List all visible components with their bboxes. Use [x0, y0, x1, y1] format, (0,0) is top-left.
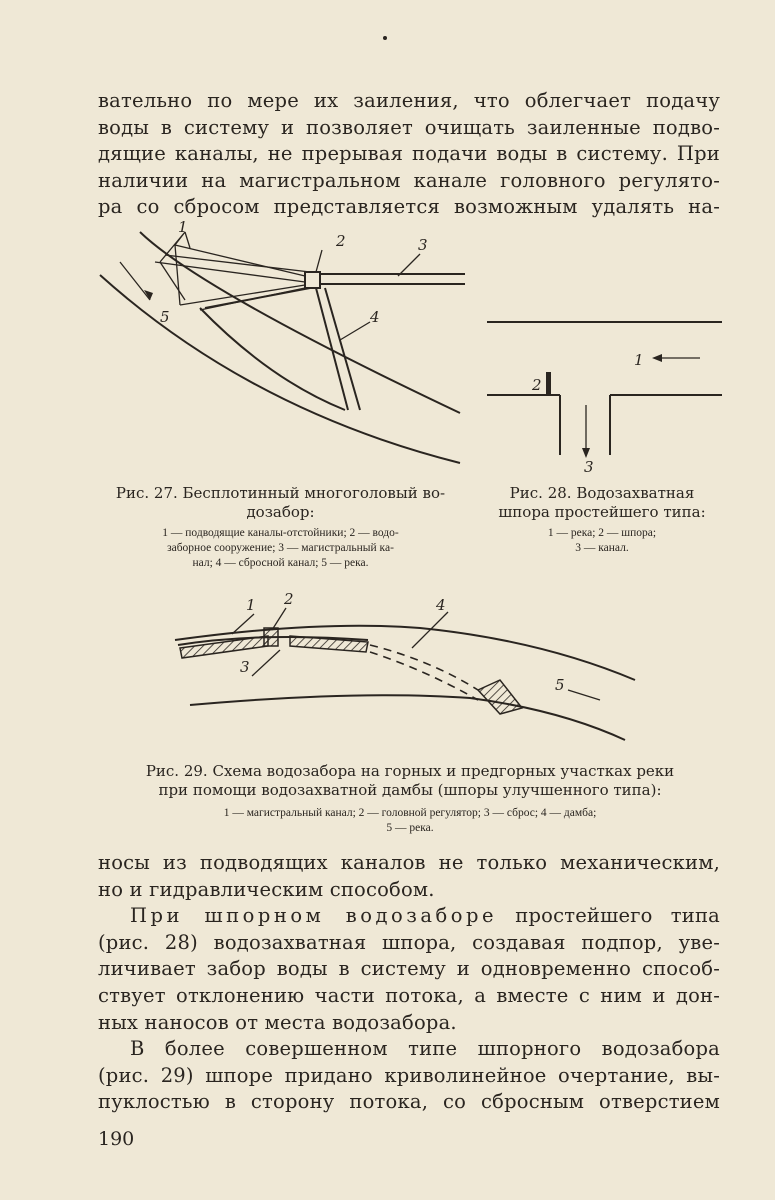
- text-line: При шпорном водозаборе простейшего типа: [130, 904, 720, 928]
- text-line: дящие каналы, не прерывая подачи воды в систему. При: [98, 142, 720, 166]
- text-line: ра со сбросом представляется возможным удалять на-: [98, 195, 720, 219]
- fig29-label-4: 4: [436, 596, 446, 614]
- text-line: (рис. 29) шпоре придано криволинейное очертание, вы-: [98, 1063, 720, 1087]
- fig28-label-3: 3: [584, 458, 594, 476]
- fig27-label-5: 5: [160, 308, 170, 326]
- spaced-emphasis: При шпорном водозаборе: [130, 904, 498, 928]
- fig29-caption: Рис. 29. Схема водозабора на горных и предгорных участках реки при помощи водозахватной дамбы (шпоры улучшенного типа):: [145, 762, 675, 799]
- text-line: но и гидравлическим способом.: [98, 877, 435, 901]
- fig27-legend: 1 — подводящие каналы-отстойники; 2 — водо- заборное сооружение; 3 — магистральный ка- нал; 4 — сбросной канал; 5 — река.: [162, 527, 399, 569]
- text-line: личивает забор воды в систему и одновременно способ-: [98, 957, 720, 981]
- fig29-label-2: 2: [284, 590, 294, 608]
- text-line: вательно по мере их заиления, что облегчает подачу: [98, 89, 720, 112]
- fig29-label-1: 1: [246, 596, 256, 614]
- text-line: ствует отклонению части потока, а вместе с ним и дон-: [98, 983, 720, 1007]
- fig28-label-2: 2: [532, 376, 542, 394]
- fig27-label-3: 3: [418, 236, 428, 254]
- page-number: 190: [98, 1128, 135, 1150]
- fig28-label-1: 1: [634, 351, 644, 369]
- fig28-legend: 1 — река; 2 — шпора; 3 — канал.: [547, 527, 657, 554]
- fig27-label-4: 4: [370, 308, 380, 326]
- dam-right: [478, 680, 522, 714]
- text-line: наличии на магистральном канале головного регулято-: [98, 168, 720, 192]
- text-line: пуклостью в сторону потока, со сбросным отверстием: [98, 1090, 720, 1114]
- text-line: воды в систему и позволяет очищать заиленные подво-: [98, 115, 720, 139]
- text-line: В более совершенном типе шпорного водозабора: [130, 1037, 720, 1061]
- fig29-label-5: 5: [555, 676, 565, 694]
- text-line: (рис. 28) водозахватная шпора, создавая подпор, уве-: [98, 930, 720, 954]
- fig27-label-2: 2: [336, 232, 346, 250]
- bottom-paragraph: [98, 850, 720, 1116]
- fig29-legend: 1 — магистральный канал; 2 — головной регулятор; 3 — сброс; 4 — дамба; 5 — река.: [223, 807, 597, 834]
- fig27-label-1: 1: [178, 218, 188, 236]
- head-regulator: [264, 628, 278, 646]
- fig27-caption: Рис. 27. Бесплотинный многоголовый во- дозабор:: [115, 484, 446, 521]
- text-line: ных наносов от места водозабора.: [98, 1010, 457, 1034]
- fig29-label-3: 3: [240, 658, 250, 676]
- fig28-caption: Рис. 28. Водозахватная шпора простейшего типа:: [498, 484, 706, 521]
- text-line: носы из подводящих каналов не только механическим,: [98, 851, 720, 874]
